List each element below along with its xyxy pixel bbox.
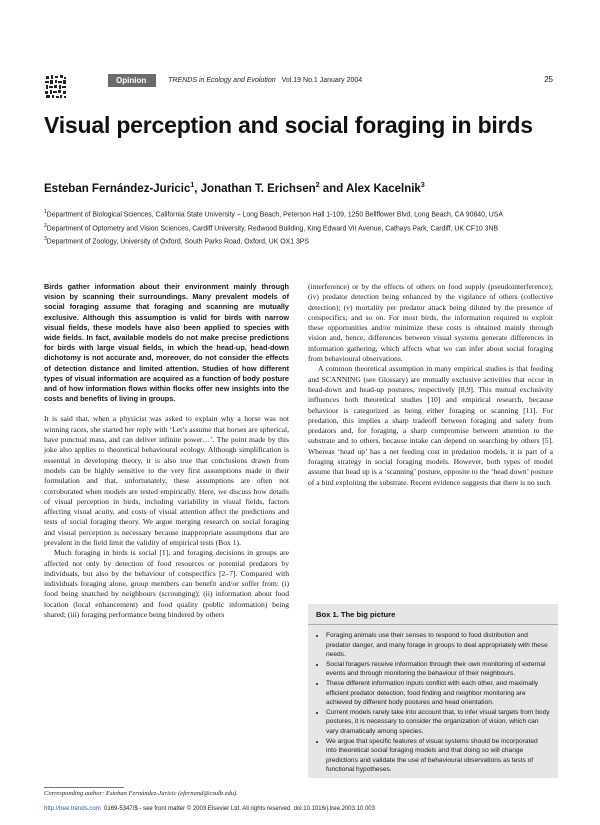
right-column bbox=[308, 282, 553, 488]
body-paragraph: A common theoretical assumption in many empirical studies is that feeding and SCANNING (see Glossary) are mutually exclusive activities that occur in head-down and head-up postures, respectively [8,9]. This mutual exclusivity influences both theoretical studies [10] and empirical research, because behaviour is categorized as being either foraging or scanning [11]. For predation, this implies a sharp tradeoff between foraging and safety from predators and, for foraging, a sharp compromise between attention to the substrate and to others, because intake can depend on searching by others [5]. Whereas ‘head up’ has a net feeding cost in predation models, it is part of a foraging strategy in social foraging models. However, both types of model assume that head up is a ‘scanning’ posture, opposite to the ‘head down’ posture of a bird exploiting the substrate. Recent evidence suggests that there is no such bbox=[308, 364, 553, 487]
abstract: Birds gather information about their environment mainly through vision by scanning their surroundings. Many prevalent models of social foraging assume that foraging and scanning are mutually exclusive. Although this assumption is valid for birds with narrow visual fields, these models have also been applied to species with wide fields. In fact, available models do not make precise predictions for birds with large visual fields, in which the head-up, head-down dichotomy is not accurate and, moreover, do not consider the effects of detection distance and limited attention. Studies of how different types of visual information are acquired as a function of body posture and of how information flows within flocks offer new insights into the costs and benefits of living in groups. bbox=[44, 282, 289, 404]
box-bullet: • Social foragers receive information through their own monitoring of external events and through monitoring the behaviour of their neighbours. bbox=[326, 660, 550, 679]
journal-volume: Vol.19 No.1 January 2004 bbox=[281, 77, 363, 84]
box-bullet: • We argue that specific features of visual systems should be incorporated into theoretical social foraging models and that doing so will change predictions and validate the use of behavioural observations as tests of functional hypotheses. bbox=[326, 737, 550, 775]
box-bullet: • Current models rarely take into account that, to infer visual targets from body postures, it is necessary to consider the organization of vision, which can vary dramatically among species. bbox=[326, 708, 550, 737]
affiliation bbox=[44, 234, 556, 248]
author-affiliation-mark: 3 bbox=[420, 182, 425, 189]
body-paragraph: It is said that, when a physicist was asked to explain why a horse was not winning races, she started her reply with ‘Let’s assume that horses are spherical, have punctual mass, and can deliver infinite power…’. The point made by this joke also applies to theoretical behavioural ecology. Although simplification is essential in developing theory, it is also true that conclusions drawn from models can be highly sensitive to the very first assumptions made in their formulation and that, unfortunately, these assumptions are often not corroborated when models are tested empirically. Here, we discuss how details of visual perception in birds, including variability in visual fields, factors affecting visual acuity, and costs of visual attention affect the predictions and tests of social foraging theory. We argue merging research on social foraging and visual perception is necessary because inappropriate assumptions that are prevalent in the field limit the validity of empirical tests (Box 1). bbox=[44, 414, 289, 547]
author-separator: and bbox=[319, 182, 347, 195]
affiliation-mark: 2 bbox=[44, 222, 47, 229]
publisher-logo bbox=[44, 74, 68, 100]
section-tag: Opinion bbox=[108, 74, 156, 87]
author-name: Alex Kacelnik bbox=[346, 182, 421, 195]
author-name: Jonathan T. Erichsen bbox=[200, 182, 316, 195]
copyright-text: 0169-5347/$ - see front matter © 2003 Elsevier Ltd. All rights reserved. doi:10.1016/j.tree.2003.10.003 bbox=[104, 806, 375, 812]
journal-title: TRENDS in Ecology and Evolution bbox=[168, 77, 276, 84]
box-title: Box 1. The big picture bbox=[308, 604, 558, 625]
affiliation-mark: 1 bbox=[44, 209, 47, 215]
article-title: Visual perception and social foraging in birds bbox=[44, 112, 533, 138]
author-affiliation-mark: 1 bbox=[190, 182, 195, 189]
author-name: Esteban Fernández-Juricic bbox=[44, 182, 191, 195]
box-bullet-list bbox=[308, 631, 558, 775]
author-separator: , bbox=[194, 182, 201, 195]
affiliation-text: Department of Biological Sciences, California State University – Long Beach, Peterson Hall 1-109, 1250 Bellflower Blvd, Long Beach, CA 90840, USA bbox=[46, 211, 503, 219]
box-bullet: • These different information inputs conflict with each other, and maximally efficient predator detection, food finding and neighbor monitoring are achieved by different body postures and head orientation. bbox=[326, 679, 550, 708]
journal-url-link[interactable]: http://tree.trends.com bbox=[44, 806, 101, 812]
box-bullet: • Foraging animals use their senses to respond to food distribution and predator danger, and many forage in groups to deal appropriately with these needs. bbox=[326, 631, 550, 660]
left-column bbox=[44, 282, 289, 620]
author-list bbox=[44, 182, 425, 195]
affiliation-text: Department of Zoology, University of Oxford, South Parks Road, Oxford, UK OX1 3PS bbox=[46, 238, 309, 246]
journal-name bbox=[168, 77, 362, 84]
affiliation bbox=[44, 221, 556, 235]
affiliation-mark: 3 bbox=[44, 236, 47, 242]
author-affiliation-mark: 2 bbox=[315, 182, 320, 189]
footnote-rule bbox=[44, 787, 124, 788]
box-1 bbox=[308, 604, 558, 778]
page-number: 25 bbox=[544, 75, 553, 84]
body-paragraph: (interference) or by the effects of others on food supply (pseudointerference); (iv) predator detection being enhanced by the vigilance of others (collective detection); (v) mortality per predator attack being diluted by the presence of conspecifics; and so on. For most birds, the information required to exploit these opportunities and/or minimize these costs is obtained mainly through vision and, hence, differences between visual systems generate differences in information gathering, which affects what we can infer about social foraging from behavioural observations. bbox=[308, 282, 553, 364]
affiliation bbox=[44, 207, 556, 221]
running-header bbox=[108, 74, 362, 87]
corresponding-author-note: Corresponding author: Esteban Fernández-Juricic (efernand@csulb.edu). bbox=[44, 790, 238, 797]
body-paragraph: Much foraging in birds is social [1], and foraging decisions in groups are affected not only by detection of food resources or potential predators by individuals, but also by the behaviour of conspecifics [2–7]. Compared with individuals foraging alone, group members can benefit and/or suffer from: (i) food being snatched by neighbours (scrounging); (ii) information about food location (local enhancement) and food quality (public information) being shared; (iii) foraging performance being hindered by others bbox=[44, 548, 289, 620]
affiliation-text: Department of Optometry and Vision Sciences, Cardiff University, Redwood Building, King Edward VII Avenue, Cathays Park, Cardiff, UK CF10 3NB bbox=[46, 224, 499, 232]
page-footer bbox=[44, 806, 375, 812]
affiliations bbox=[44, 207, 556, 248]
